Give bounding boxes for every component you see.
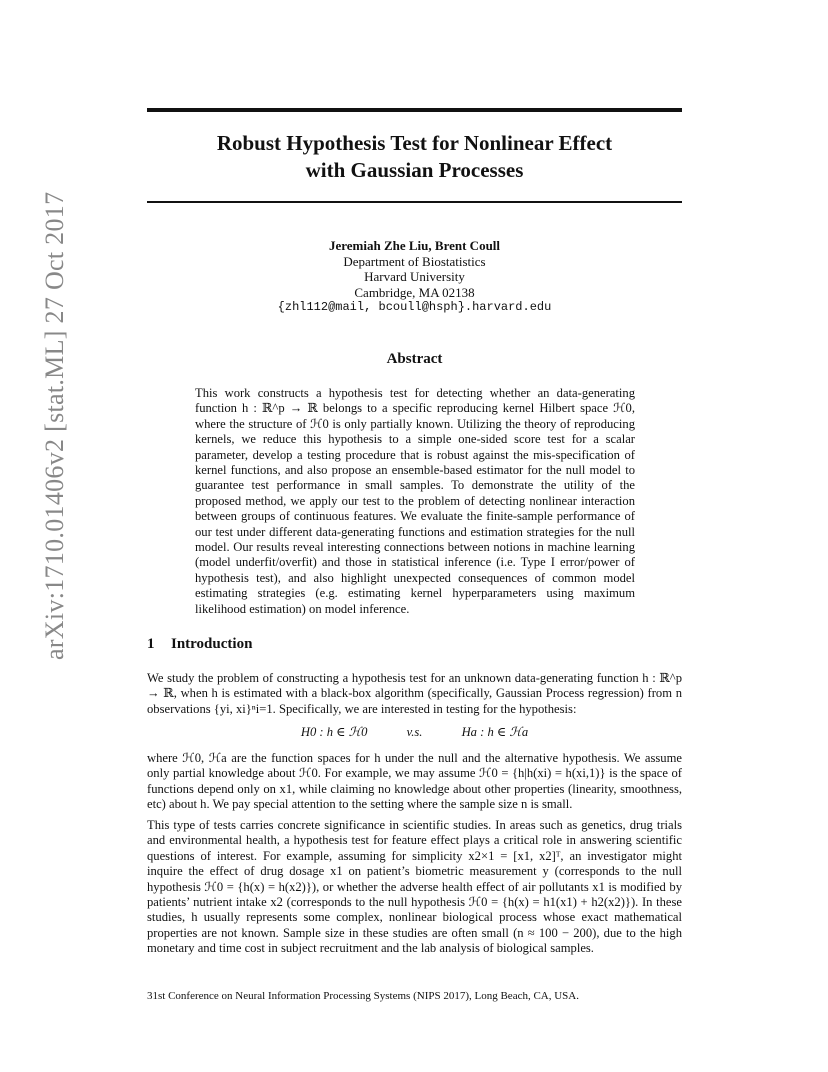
equation-versus: v.s. — [406, 725, 423, 739]
conference-footnote: 31st Conference on Neural Information Processing Systems (NIPS 2017), Long Beach, CA, USA. — [147, 990, 579, 1002]
section-title: Introduction — [171, 636, 253, 652]
title-top-rule — [147, 108, 682, 112]
paper-title-line-1: Robust Hypothesis Test for Nonlinear Effect — [216, 131, 613, 155]
intro-paragraph-2: where ℋ0, ℋa are the function spaces for h under the null and the alternative hypothesis. We assume only partial knowledge about ℋ0. For example, we may assume ℋ0 = {h|h(xi) = h(xi,1)} is the space of functions depend only on x1, while claiming no knowledge about other properties (linearity, smoothness, etc) about h. We pay special attention to the setting where the sample size n is small. — [147, 751, 682, 812]
intro-paragraph-1: We study the problem of constructing a hypothesis test for an unknown data-generating function h : ℝ^p → ℝ, when h is estimated with a black-box algorithm (specifically, Gaussian Process regression) from n observations {yi, xi}ⁿi=1. Specifically, we are interested in testing for the hypothesis: — [147, 671, 682, 716]
author-university: Harvard University — [364, 269, 465, 284]
title-bottom-rule — [147, 201, 682, 203]
paper-title-line-2: with Gaussian Processes — [305, 158, 524, 182]
arxiv-identifier-stamp: arXiv:1710.01406v2 [stat.ML] 27 Oct 2017 — [40, 191, 69, 660]
paper-title — [147, 130, 682, 184]
hypothesis-equation — [147, 724, 682, 740]
section-heading-introduction — [147, 636, 252, 653]
equation-null: H0 : h ∈ ℋ0 — [300, 725, 368, 739]
author-department: Department of Biostatistics — [343, 253, 486, 269]
abstract-text: This work constructs a hypothesis test for detecting whether an data-generating function h : ℝ^p → ℝ belongs to a specific reproducing kernel Hilbert space ℋ0, where the structure of ℋ0 is only partially known. Utilizing the theory of reproducing kernels, we reduce this hypothesis to a simple one-sided score test for a scalar parameter, develop a testing procedure that is robust against the mis-specification of kernel functions, and also propose an ensemble-based estimator for the null model to guarantee test performance in small samples. To demonstrate the utility of the proposed method, we apply our test to the problem of detecting nonlinear interaction between groups of continuous features. We evaluate the finite-sample performance of our test under different data-generating functions and estimation strategies for the null model. Our results reveal interesting connections between notions in machine learning (model underfit/overfit) and those in statistical inference (i.e. Type I error/power of hypothesis test), and also highlight unexpected consequences of common model estimating strategies (e.g. estimating kernel hyperparameters using maximum likelihood estimation) on model inference. — [195, 386, 635, 616]
author-block — [147, 238, 682, 316]
author-names: Jeremiah Zhe Liu, Brent Coull — [328, 238, 501, 253]
intro-paragraph-3: This type of tests carries concrete significance in scientific studies. In areas such as genetics, drug trials and environmental health, a hypothesis test for feature effect plays a critical role in answering scientific questions of interest. For example, assuming for simplicity x2×1 = [x1, x2]ᵀ, an investigator might inquire the effect of drug dosage x1 on patient’s biometric measurement y (corresponds to the null hypothesis ℋ0 = {h(x) = h(x2)}), or whether the adverse health effect of air pollutants x1 is modified by patients’ nutrient intake x2 (corresponds to the null hypothesis ℋ0 = {h(x) = h1(x1) + h2(x2)}). In these studies, h usually represents some complex, nonlinear biological process whose exact mathematical properties are not known. Sample size in these studies are often small (n ≈ 100 − 200), due to the high monetary and time cost in subject recruitment and the lab analysis of biological samples. — [147, 818, 682, 956]
author-location: Cambridge, MA 02138 — [354, 284, 475, 300]
abstract-heading: Abstract — [386, 351, 443, 367]
section-number: 1 — [147, 636, 155, 652]
equation-alternative: Ha : h ∈ ℋa — [461, 725, 529, 739]
author-emails: {zhl112@mail, bcoull@hsph}.harvard.edu — [277, 300, 552, 314]
